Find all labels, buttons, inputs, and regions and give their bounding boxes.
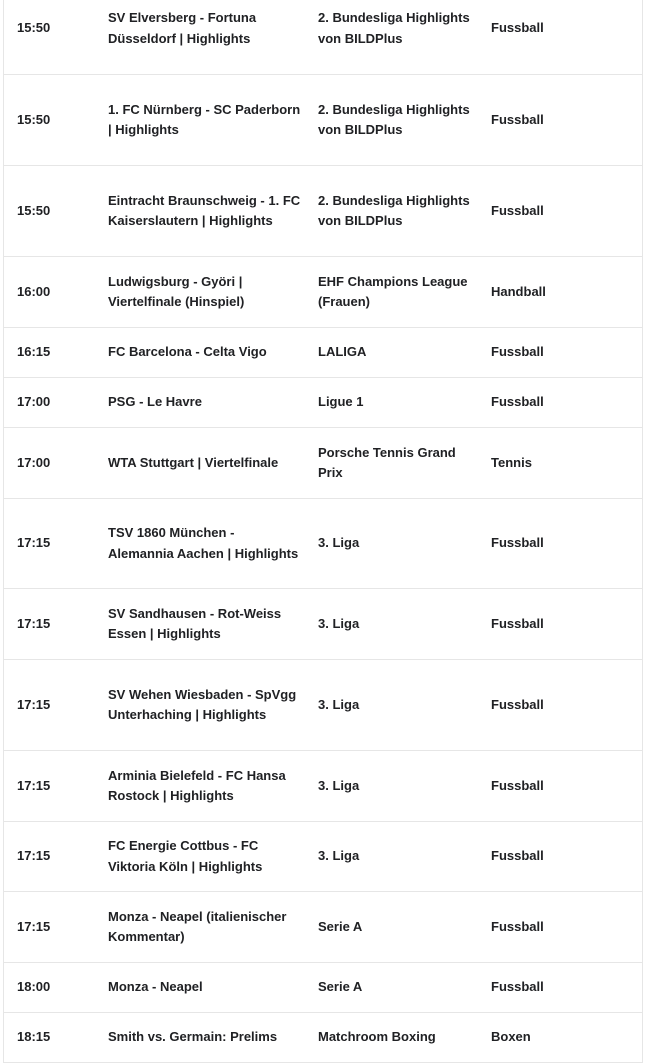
- sport-cell: Boxen: [491, 1029, 531, 1045]
- sport-cell: Fussball: [491, 202, 544, 218]
- time-cell: 17:15: [17, 918, 51, 934]
- league-cell: Porsche Tennis Grand Prix: [318, 444, 456, 480]
- event-cell: Monza - Neapel (italienischer Kommentar): [108, 908, 287, 944]
- league-cell: 2. Bundesliga Highlights von BILDPlus: [318, 192, 470, 228]
- schedule-table: [3, 0, 643, 1063]
- table-row[interactable]: [4, 1013, 642, 1063]
- table-row[interactable]: [4, 963, 642, 1013]
- sport-cell: Fussball: [491, 777, 544, 793]
- event-cell: FC Energie Cottbus - FC Viktoria Köln | Highlights: [108, 838, 263, 874]
- league-cell: 3. Liga: [318, 535, 360, 551]
- sport-cell: Fussball: [491, 696, 544, 712]
- table-row[interactable]: [4, 257, 642, 328]
- sport-cell: Fussball: [491, 111, 544, 127]
- table-row[interactable]: [4, 660, 642, 751]
- table-row[interactable]: [4, 378, 642, 428]
- table-row[interactable]: [4, 589, 642, 660]
- event-cell: SV Sandhausen - Rot-Weiss Essen | Highlights: [108, 605, 282, 641]
- time-cell: 17:15: [17, 848, 51, 864]
- league-cell: 3. Liga: [318, 777, 360, 793]
- event-cell: SV Elversberg - Fortuna Düsseldorf | Highlights: [108, 10, 257, 46]
- sport-cell: Handball: [491, 283, 546, 299]
- event-cell: Eintracht Braunschweig - 1. FC Kaiserslautern | Highlights: [108, 192, 301, 228]
- sport-cell: Fussball: [491, 979, 544, 995]
- event-cell: Smith vs. Germain: Prelims: [108, 1029, 278, 1045]
- event-cell: Ludwigsburg - Györi | Viertelfinale (Hinspiel): [108, 273, 245, 309]
- table-row[interactable]: [4, 822, 642, 892]
- event-cell: WTA Stuttgart | Viertelfinale: [108, 454, 279, 470]
- table-row[interactable]: [4, 166, 642, 257]
- sport-cell: Fussball: [491, 344, 544, 360]
- time-cell: 15:50: [17, 20, 51, 36]
- event-cell: FC Barcelona - Celta Vigo: [108, 344, 267, 360]
- time-cell: 17:15: [17, 696, 51, 712]
- table-row[interactable]: [4, 328, 642, 378]
- time-cell: 18:15: [17, 1029, 51, 1045]
- event-cell: TSV 1860 München - Alemannia Aachen | Highlights: [108, 525, 299, 561]
- table-row[interactable]: [4, 75, 642, 166]
- time-cell: 17:15: [17, 777, 51, 793]
- sport-cell: Fussball: [491, 918, 544, 934]
- sport-cell: Tennis: [491, 454, 532, 470]
- time-cell: 17:15: [17, 535, 51, 551]
- league-cell: Serie A: [318, 979, 363, 995]
- event-cell: PSG - Le Havre: [108, 394, 202, 410]
- league-cell: EHF Champions League (Frauen): [318, 273, 468, 309]
- sport-cell: Fussball: [491, 848, 544, 864]
- time-cell: 16:15: [17, 344, 51, 360]
- time-cell: 15:50: [17, 202, 51, 218]
- time-cell: 17:00: [17, 454, 51, 470]
- league-cell: 3. Liga: [318, 696, 360, 712]
- league-cell: Serie A: [318, 918, 363, 934]
- league-cell: Matchroom Boxing: [318, 1029, 436, 1045]
- time-cell: 15:50: [17, 111, 51, 127]
- table-row[interactable]: [4, 0, 642, 75]
- league-cell: 2. Bundesliga Highlights von BILDPlus: [318, 10, 470, 46]
- event-cell: 1. FC Nürnberg - SC Paderborn | Highlights: [108, 101, 301, 137]
- table-row[interactable]: [4, 428, 642, 499]
- event-cell: Arminia Bielefeld - FC Hansa Rostock | Highlights: [108, 767, 286, 803]
- sport-cell: Fussball: [491, 615, 544, 631]
- event-cell: Monza - Neapel: [108, 979, 203, 995]
- league-cell: 3. Liga: [318, 848, 360, 864]
- time-cell: 16:00: [17, 283, 51, 299]
- sport-cell: Fussball: [491, 535, 544, 551]
- league-cell: 3. Liga: [318, 615, 360, 631]
- table-row[interactable]: [4, 892, 642, 963]
- table-row[interactable]: [4, 499, 642, 589]
- league-cell: LALIGA: [318, 344, 367, 360]
- league-cell: Ligue 1: [318, 394, 364, 410]
- event-cell: SV Wehen Wiesbaden - SpVgg Unterhaching | Highlights: [108, 686, 297, 722]
- league-cell: 2. Bundesliga Highlights von BILDPlus: [318, 101, 470, 137]
- time-cell: 18:00: [17, 979, 51, 995]
- time-cell: 17:00: [17, 394, 51, 410]
- time-cell: 17:15: [17, 615, 51, 631]
- table-row[interactable]: [4, 751, 642, 822]
- sport-cell: Fussball: [491, 20, 544, 36]
- sport-cell: Fussball: [491, 394, 544, 410]
